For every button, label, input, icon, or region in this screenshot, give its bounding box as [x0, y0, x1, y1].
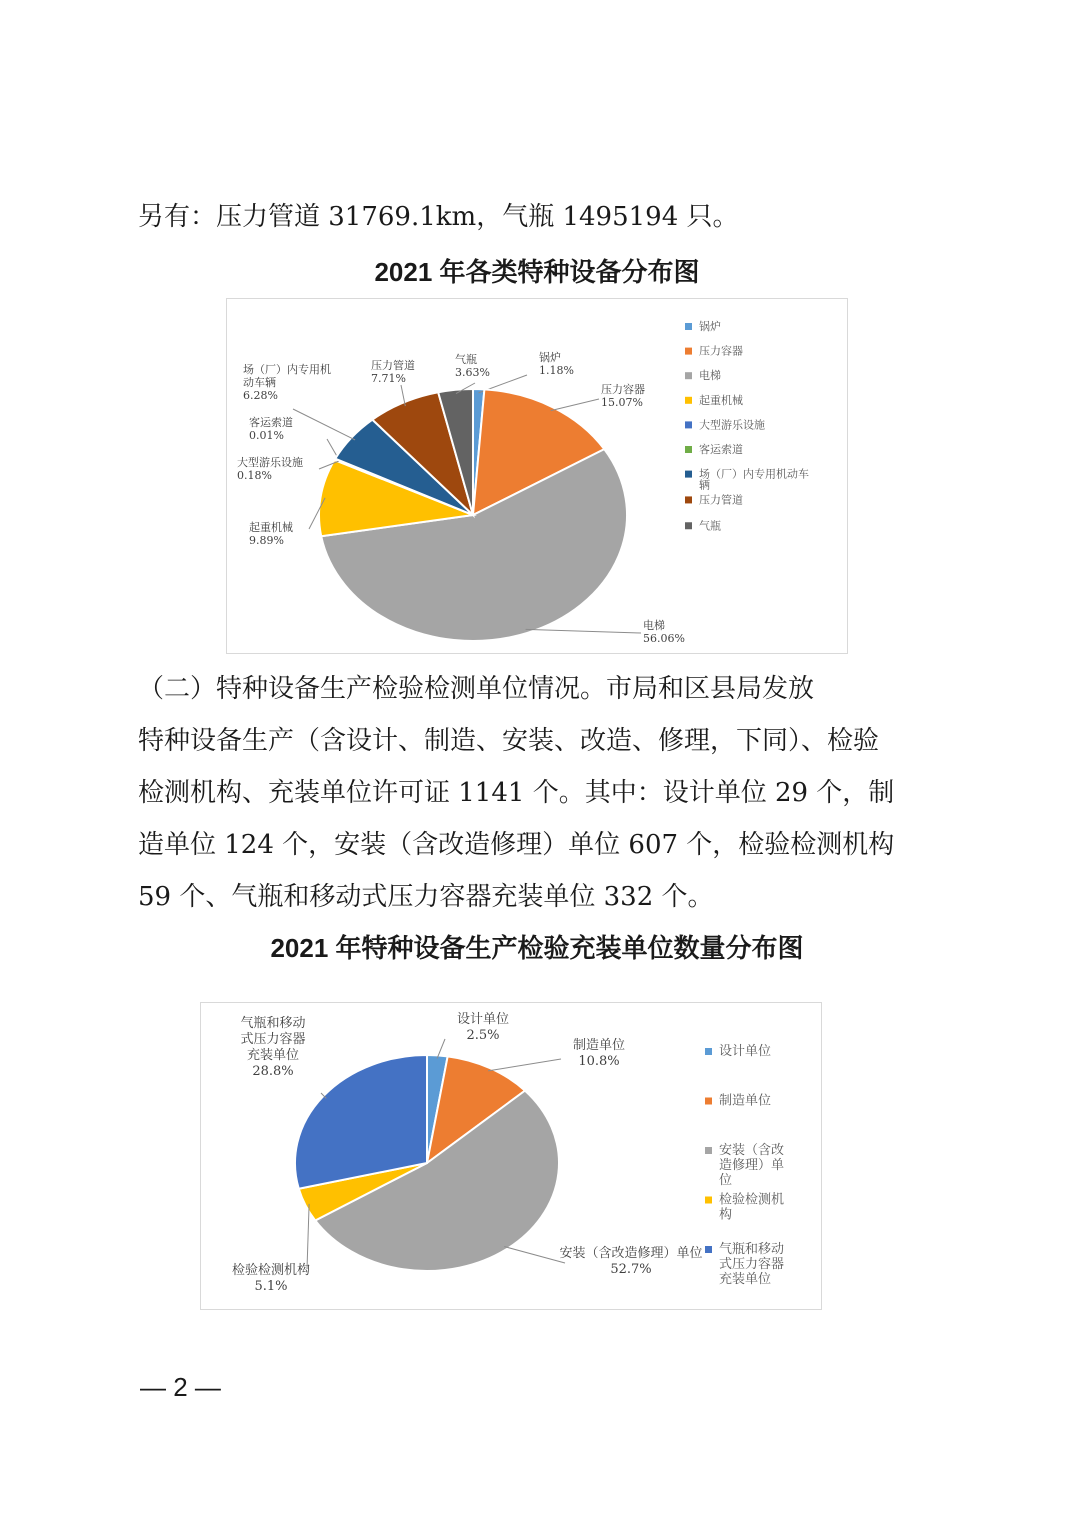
- data-label-value: 0.18%: [237, 469, 272, 482]
- legend-swatch: [685, 397, 692, 404]
- data-label-name: 动车辆: [243, 376, 276, 389]
- section2-line3: 检测机构、充装单位许可证 1141 个。其中：设计单位 29 个，制: [138, 778, 895, 808]
- legend-label: 压力容器: [699, 344, 743, 358]
- data-label-name: 场（厂）内专用机: [243, 363, 331, 376]
- data-label-name: 充装单位: [246, 1048, 300, 1063]
- data-label-name: 压力容器: [601, 383, 645, 396]
- legend-swatch: [685, 421, 692, 428]
- legend-label: 制造单位: [719, 1093, 772, 1109]
- chart1-heading: 2021 年各类特种设备分布图: [374, 257, 700, 287]
- legend-swatch: [685, 372, 692, 379]
- data-label-name: 检验检测机构: [231, 1263, 311, 1278]
- legend-label: 检验检测机: [719, 1192, 785, 1208]
- legend-swatch: [705, 1098, 712, 1105]
- data-label-name: 气瓶和移动: [240, 1016, 306, 1031]
- legend-swatch: [685, 446, 692, 453]
- data-label-value: 3.63%: [455, 366, 490, 379]
- legend-label: 起重机械: [699, 393, 743, 407]
- legend-label: 安装（含改: [719, 1143, 785, 1158]
- data-label-value: 10.8%: [578, 1054, 620, 1069]
- data-label-name: 压力管道: [371, 359, 415, 372]
- legend-label: 压力管道: [699, 493, 743, 507]
- legend-swatch: [685, 522, 692, 529]
- legend-label: 电梯: [699, 369, 721, 383]
- section2-line5: 59 个、气瓶和移动式压力容器充装单位 332 个。: [138, 882, 714, 912]
- intro-line: 另有：压力管道 31769.1km，气瓶 1495194 只。: [138, 202, 739, 232]
- data-label-value: 15.07%: [601, 396, 643, 409]
- data-label-name: 式压力容器: [240, 1032, 306, 1047]
- data-label-name: 电梯: [643, 619, 665, 632]
- legend-swatch: [705, 1197, 712, 1204]
- data-label-name: 大型游乐设施: [237, 456, 303, 469]
- data-label-name: 制造单位: [572, 1038, 626, 1053]
- legend-label: 造修理）单: [719, 1158, 785, 1173]
- legend-swatch: [685, 471, 692, 478]
- data-label-value: 56.06%: [643, 632, 685, 645]
- data-label-name: 锅炉: [539, 351, 561, 364]
- page-number: — 2 —: [140, 1372, 221, 1402]
- legend-label: 设计单位: [719, 1044, 772, 1059]
- data-label-value: 0.01%: [249, 429, 284, 442]
- data-label-name: 起重机械: [249, 521, 293, 534]
- data-label-value: 52.7%: [610, 1262, 652, 1277]
- legend-label: 大型游乐设施: [699, 418, 765, 432]
- leader-line: [551, 399, 599, 411]
- leader-line: [526, 629, 641, 633]
- data-label-value: 6.28%: [243, 389, 278, 402]
- units-pie-chart: [201, 1003, 821, 1309]
- section2-line2: 特种设备生产（含设计、制造、安装、改造、修理，下同）、检验: [138, 726, 880, 756]
- data-label-name: 安装（含改造修理）单位: [559, 1246, 703, 1261]
- legend-label: 气瓶和移动: [719, 1242, 785, 1257]
- legend-label: 位: [719, 1173, 733, 1188]
- equipment-pie-chart: [227, 299, 847, 653]
- data-label-name: 设计单位: [456, 1012, 510, 1027]
- section2-line1: （二）特种设备生产检验检测单位情况。市局和区县局发放: [138, 674, 815, 704]
- legend-label: 场（厂）内专用机动车: [699, 467, 809, 481]
- data-label-name: 气瓶: [455, 353, 477, 366]
- legend-label: 客运索道: [699, 443, 743, 456]
- data-label-value: 1.18%: [539, 364, 574, 377]
- legend-label: 气瓶: [699, 519, 721, 533]
- data-label-name: 客运索道: [249, 416, 293, 429]
- legend-swatch: [685, 323, 692, 330]
- leader-line: [293, 409, 355, 440]
- chart1-frame: [226, 298, 848, 654]
- legend-swatch: [705, 1147, 712, 1154]
- legend-label: 锅炉: [699, 320, 721, 333]
- data-label-value: 5.1%: [254, 1279, 288, 1294]
- data-label-value: 7.71%: [371, 372, 406, 385]
- data-label-value: 2.5%: [466, 1028, 500, 1043]
- legend-label: 辆: [699, 478, 710, 492]
- section2-line4: 造单位 124 个，安装（含改造修理）单位 607 个，检验检测机构: [138, 830, 895, 860]
- chart2-heading: 2021 年特种设备生产检验充装单位数量分布图: [270, 933, 804, 963]
- legend-label: 式压力容器: [719, 1257, 785, 1272]
- legend-swatch: [685, 496, 692, 503]
- data-label-value: 9.89%: [249, 534, 284, 547]
- leader-line: [488, 1059, 561, 1071]
- legend-swatch: [685, 348, 692, 355]
- legend-swatch: [705, 1048, 712, 1055]
- leader-line: [307, 1204, 309, 1269]
- legend-swatch: [705, 1246, 712, 1253]
- legend-label: 充装单位: [719, 1272, 772, 1287]
- legend-label: 构: [719, 1207, 733, 1223]
- chart2-frame: [200, 1002, 822, 1310]
- leader-line: [504, 1247, 565, 1263]
- data-label-value: 28.8%: [252, 1064, 294, 1079]
